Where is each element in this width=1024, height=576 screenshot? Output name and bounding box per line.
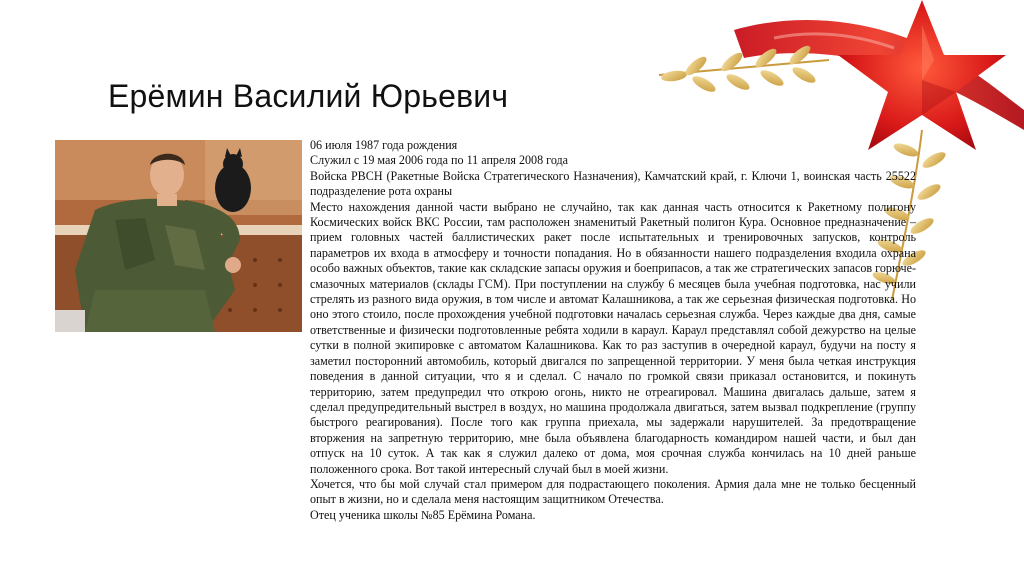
biography-text: [310, 138, 916, 523]
bio-story: Место нахождения данной части выбрано не случайно, так как данная часть относится к Ракетному полигону Космических войск ВКС России, там расположен знаменитый Ракетный полигон Кура. Основное предназначение – прием головных частей баллистических ракет после испытательных и тренировочных запусков, контроль параметров их входа в атмосферу и точности попадания. Но в обязанности нашего подразделения входила охрана особо важных объектов, такие как складские запасы оружия и боеприпасов, а так же стратегических запасов горюче-смазочных материалов (склады ГСМ). При поступлении на службу 6 месяцев была учебная подготовка, нас учили стрелять из разного вида оружия, в том числе и автомат Калашникова, а так же серьезная физическая подготовка. Но оно этого стоило, после прохождения учебной подготовки началась серьезная служба. Через каждые два дня, самые ответственные и физически подготовленные ребята ходили в караул. Караул представлял собой дежурство на целые сутки в полной экипировке с автоматом Калашникова. Как то раз заступив в очередной караул, будучи на посту я заметил посторонний автомобиль, который двигался по запрещенной территории. У меня была четкая инструкция поведения в данной ситуации, что я и сделал. С начало по громкой связи приказал остановится, и покинуть территорию, затем предупредил что открою огонь, никто не отреагировал. Машина двигалась дальше, затем я сделал предупредительный выстрел в воздух, но машина продолжала двигаться, затем вызвал подкрепление (группу быстрого реагирования). После того как группа приехала, мы задержали нарушителей. За предотвращение вторжения на запретную территорию, мне была объявлена благодарность командиром нашей части, и был дан отпуск на 10 суток. А так как я служил далеко от дома, моя срочная служба кончилась на 10 дней раньше положенного срока. Вот такой интересный случай был в моей жизни.: [310, 199, 916, 476]
bio-conclusion: Хочется, что бы мой случай стал примером для подрастающего поколения. Армия дала мне не только бесценный опыт в жизни, но и сделала меня настоящим защитником Отечества.: [310, 476, 916, 507]
bio-birthdate: 06 июля 1987 года рождения: [310, 138, 458, 152]
bio-unit: Войска РВСН (Ракетные Войска Стратегического Назначения), Камчатский край, г. Ключи 1, воинская часть 25522 подразделение рота охраны: [310, 168, 916, 199]
page-title: Ерёмин Василий Юрьевич: [108, 78, 509, 114]
bio-service-dates: Служил с 19 мая 2006 года по 11 апреля 2008 года: [310, 153, 569, 168]
soldier-photo: [55, 140, 302, 332]
bio-signature: Отец ученика школы №85 Ерёмина Романа.: [310, 507, 536, 522]
